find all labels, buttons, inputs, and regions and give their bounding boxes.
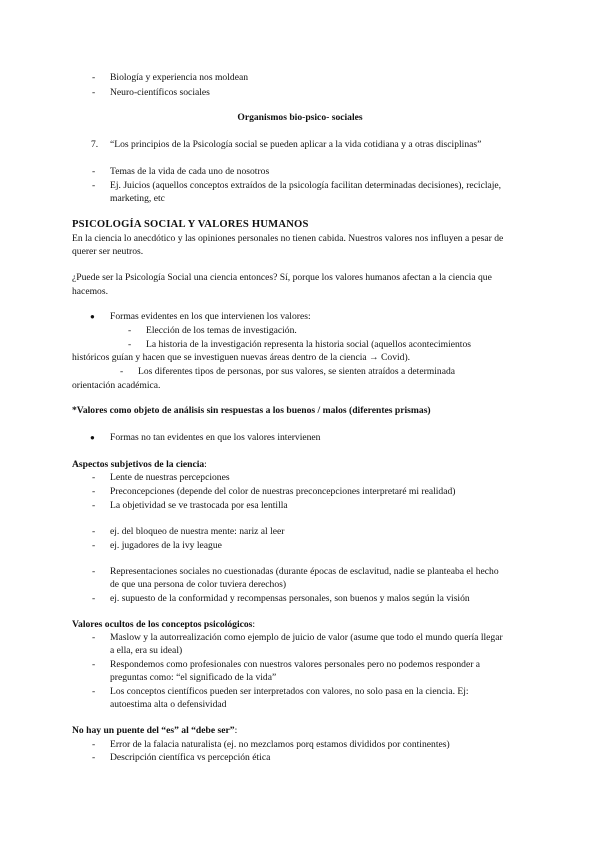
numbered-item-text: “Los principios de la Psicología social se pueden aplicar a la vida cotidiana y a otras disciplinas” [110, 139, 482, 150]
list-dash: - [92, 526, 96, 537]
list-dash: - [92, 566, 96, 577]
list-item: Preconcepciones (depende del color de nuestras preconcepciones interpretaré mi realidad) [110, 486, 456, 497]
list-dash: - [92, 752, 96, 763]
hidden-values-heading-text: Valores ocultos de los conceptos psicológicos [72, 619, 253, 630]
list-item-continuation: autoestima alta o defensividad [110, 699, 227, 710]
list-dash: - [92, 659, 96, 670]
list-dash: - [92, 166, 96, 177]
list-item: Biología y experiencia nos moldean [110, 72, 249, 83]
heading-colon: : [204, 459, 207, 470]
bullet-icon: ● [90, 433, 95, 442]
sub-item: Los diferentes tipos de personas, por sus valores, se sienten atraídos a determinada [138, 366, 456, 377]
list-item: ej. del bloqueo de nuestra mente: nariz al leer [110, 526, 285, 537]
subjective-heading [72, 459, 207, 471]
list-item: Error de la falacia naturalista (ej. no mezclamos porq estamos divididos por continentes) [110, 739, 450, 750]
section-heading: Organismos bio-psico- sociales [237, 112, 363, 123]
list-dash: - [92, 632, 96, 643]
hidden-values-heading [72, 619, 255, 631]
list-dash: - [120, 366, 124, 377]
sub-item: Elección de los temas de investigación. [146, 325, 297, 336]
list-dash: - [92, 472, 96, 483]
list-item: Respondemos como profesionales con nuestros valores personales pero no podemos responder a [110, 659, 481, 670]
list-item-continuation: preguntas como: “el significado de la vida” [110, 672, 277, 683]
bullet-icon: ● [90, 312, 95, 321]
list-item: Representaciones sociales no cuestionadas (durante épocas de esclavitud, nadie se planteaba el hecho [110, 566, 499, 577]
list-item-continuation: de que una persona de color tuviera derechos) [110, 579, 287, 590]
sub-item-continuation: orientación académica. [72, 380, 161, 391]
heading-colon: : [252, 619, 256, 630]
list-item: Los conceptos científicos pueden ser interpretados con valores, no solo pasa en la ciencia. Ej: [110, 686, 469, 697]
list-dash: - [92, 500, 96, 511]
list-dash: - [92, 72, 96, 83]
list-dash: - [92, 540, 96, 551]
question-paragraph-line: ¿Puede ser la Psicología Social una ciencia entonces? Sí, porque los valores humanos afectan a la ciencia que [72, 272, 492, 283]
list-item-continuation: a ella, era su ideal) [110, 645, 183, 656]
list-item: Temas de la vida de cada uno de nosotros [110, 166, 270, 177]
list-dash: - [92, 87, 96, 98]
list-dash: - [92, 593, 96, 604]
list-item: ej. jugadores de la ivy league [110, 540, 222, 551]
list-dash: - [128, 339, 132, 350]
list-dash: - [92, 686, 96, 697]
list-item: Lente de nuestras percepciones [110, 472, 230, 483]
sub-item: La historia de la investigación representa la historia social (aquellos acontecimientos [146, 339, 472, 350]
list-item: ej. supuesto de la conformidad y recompensas personales, son buenos y malos según la visión [110, 593, 470, 604]
list-dash: - [92, 486, 96, 497]
list-item: Maslow y la autorrealización como ejemplo de juicio de valor (asume que todo el mundo quería llegar [110, 632, 503, 643]
bullet-item: Formas no tan evidentes en que los valores intervienen [110, 432, 321, 443]
list-item: Descripción científica vs percepción ética [110, 752, 271, 763]
intro-paragraph-line: querer ser neutros. [72, 246, 144, 257]
bridge-heading-text: No hay un puente del “es” al “debe ser” [72, 725, 235, 736]
list-item: La objetividad se ve trastocada por esa lentilla [110, 500, 288, 511]
subjective-heading-text: Aspectos subjetivos de la ciencia [72, 459, 205, 470]
numbered-item-number: 7. [91, 139, 99, 150]
question-paragraph-line: hacemos. [72, 286, 108, 297]
intro-paragraph-line: En la ciencia lo anecdótico y las opiniones personales no tienen cabida. Nuestros valores nos influyen a pesar de [72, 233, 504, 244]
list-dash: - [92, 739, 96, 750]
bridge-heading [72, 725, 237, 737]
sub-item-continuation: históricos guían y hacen que se investiguen nuevas áreas dentro de la ciencia → Covid). [72, 352, 411, 363]
values-note: *Valores como objeto de análisis sin respuestas a los buenos / malos (diferentes prismas) [72, 405, 431, 416]
list-dash: - [128, 325, 132, 336]
list-item: Neuro-científicos sociales [110, 87, 210, 98]
list-item-continuation: marketing, etc [110, 193, 165, 204]
bullet-item: Formas evidentes en los que intervienen los valores: [110, 311, 311, 322]
list-item: Ej. Juicios (aquellos conceptos extraídos de la psicología facilitan determinadas decisiones), reciclaje, [110, 180, 502, 191]
list-dash: - [92, 180, 96, 191]
main-title: PSICOLOGÍA SOCIAL Y VALORES HUMANOS [72, 219, 309, 230]
heading-colon: : [234, 725, 238, 736]
